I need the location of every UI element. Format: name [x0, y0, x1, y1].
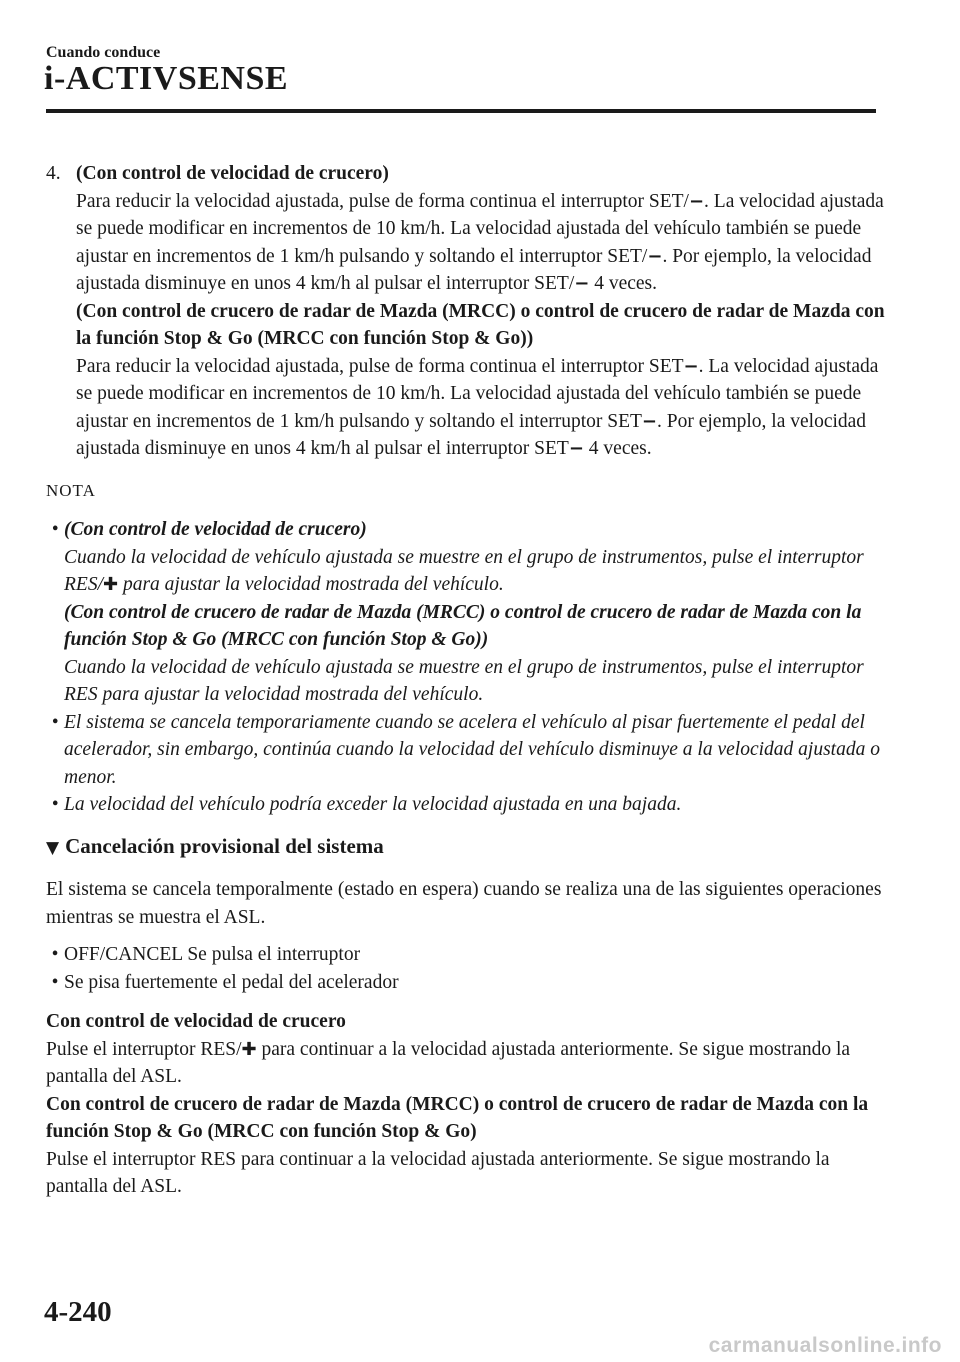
step-heading-mrcc: (Con control de crucero de radar de Mazda (MRCC) o control de crucero de radar de Mazda con la función Stop & Go (MRCC con función Stop & Go)): [76, 300, 885, 349]
bullet-icon: •: [51, 711, 59, 733]
minus-icon: −: [641, 410, 658, 432]
list-item: • OFF/CANCEL Se pulsa el interruptor: [46, 941, 886, 969]
minus-icon: −: [568, 438, 584, 459]
minus-icon: −: [683, 355, 699, 377]
step-4: [46, 160, 886, 463]
bullet-icon: •: [51, 971, 59, 993]
note-text-cruise: Cuando la velocidad de vehículo ajustada se muestre en el grupo de instrumentos, pulse el interruptor RES/✚ para ajustar la velocidad mostrada del vehículo.: [64, 546, 864, 595]
cancel-intro: El sistema se cancela temporalmente (estado en espera) cuando se realiza una de las siguientes operaciones mientras se muestra el ASL.: [46, 879, 882, 928]
cruise-resume-heading: Con control de velocidad de crucero: [46, 1011, 346, 1032]
list-item: • Se pisa fuertemente el pedal del acelerador: [46, 969, 886, 997]
step-number: 4.: [46, 163, 61, 184]
step-body: [76, 160, 886, 463]
watermark: carmanualsonline.info: [708, 1334, 942, 1357]
triangle-down-icon: ▼: [46, 837, 60, 858]
bullet-icon: •: [51, 794, 59, 815]
minus-icon: −: [688, 190, 705, 212]
note-heading-mrcc: (Con control de crucero de radar de Mazda (MRCC) o control de crucero de radar de Mazda con la función Stop & Go (MRCC con función Stop & Go)): [64, 601, 862, 650]
note-item: [46, 516, 886, 709]
section-heading-cancel: ▼ Cancelación provisional del sistema: [46, 833, 384, 858]
cruise-resume-text: Pulse el interruptor RES/✚ para continuar a la velocidad ajustada anteriormente. Se sigue mostrando la pantalla del ASL.: [46, 1038, 851, 1087]
page-content: [46, 160, 886, 1201]
bullet-icon: •: [51, 944, 59, 965]
section-label: Cuando conduce: [46, 44, 161, 61]
mrcc-resume-heading: Con control de crucero de radar de Mazda (MRCC) o control de crucero de radar de Mazda con la función Stop & Go (MRCC con función Stop & Go): [46, 1093, 869, 1142]
note-list: [46, 516, 886, 819]
minus-icon: −: [574, 273, 590, 294]
mrcc-resume-text: Pulse el interruptor RES para continuar a la velocidad ajustada anteriormente. Se sigue mostrando la pantalla del ASL.: [46, 1148, 830, 1197]
header-divider: [46, 109, 876, 113]
chapter-title: i-ACTIVSENSE: [44, 60, 289, 97]
note-item: • El sistema se cancela temporariamente cuando se acelera el vehículo al pisar fuertemente el pedal del acelerador, sin embargo, continúa cuando la velocidad del vehículo disminuye a la velocidad ajustada o menor.: [46, 709, 886, 792]
minus-icon: −: [647, 245, 663, 267]
note-text-mrcc: Cuando la velocidad de vehículo ajustada se muestre en el grupo de instrumentos, pulse el interruptor RES para ajustar la velocidad mostrada del vehículo.: [64, 656, 864, 705]
cancel-list: [46, 941, 886, 996]
note-heading-cruise: (Con control de velocidad de crucero): [64, 519, 367, 540]
page-number: 4-240: [44, 1296, 112, 1328]
note-item: • La velocidad del vehículo podría exceder la velocidad ajustada en una bajada.: [46, 791, 886, 819]
step-heading-cruise: (Con control de velocidad de crucero): [76, 163, 389, 184]
plus-icon: ✚: [103, 574, 119, 595]
plus-icon: ✚: [241, 1038, 257, 1060]
step-text-cruise: Para reducir la velocidad ajustada, pulse de forma continua el interruptor SET/−. La velocidad ajustada se puede modificar en incrementos de 10 km/h. La velocidad ajustada del vehículo también se puede ajustar en incrementos de 1 km/h pulsando y soltando el interruptor SET/−. Por ejemplo, la velocidad ajustada disminuye en unos 4 km/h al pulsar el interruptor SET/− 4 veces.: [76, 190, 884, 294]
step-text-mrcc: Para reducir la velocidad ajustada, pulse de forma continua el interruptor SET−. La velocidad ajustada se puede modificar en incrementos de 10 km/h. La velocidad ajustada del vehículo también se puede ajustar en incrementos de 1 km/h pulsando y soltando el interruptor SET−. Por ejemplo, la velocidad ajustada disminuye en unos 4 km/h al pulsar el interruptor SET− 4 veces.: [76, 355, 879, 459]
cruise-resume-block: [46, 1008, 886, 1201]
bullet-icon: •: [51, 519, 59, 540]
note-title: NOTA: [46, 480, 96, 500]
